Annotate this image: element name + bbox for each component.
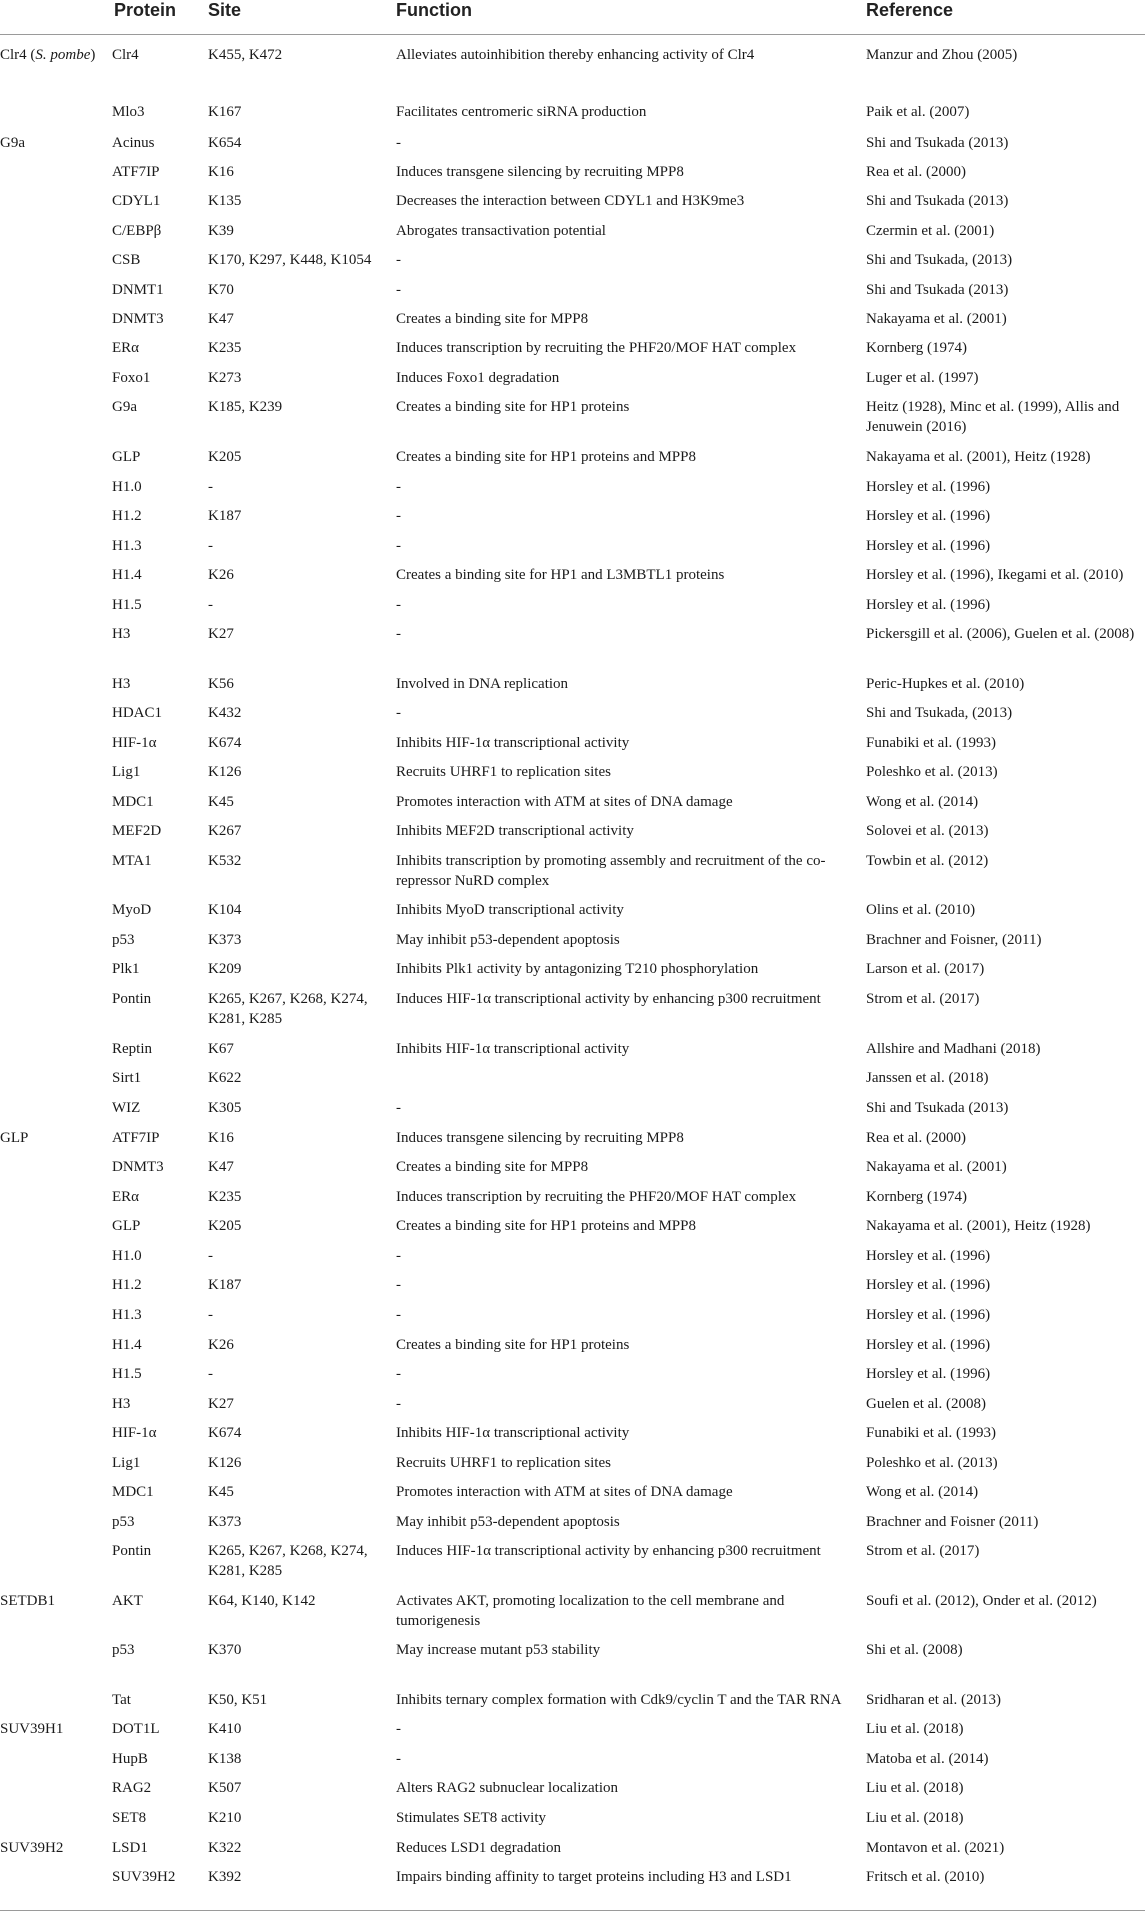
row-function: Induces Foxo1 degradation (396, 370, 560, 386)
row-protein: Pontin (112, 991, 152, 1007)
row-protein: HDAC1 (112, 705, 163, 721)
row-function: - (396, 479, 401, 495)
row-reference: Larson et al. (2017) (866, 961, 985, 977)
header-reference: Reference (866, 0, 954, 20)
row-protein: MEF2D (112, 823, 162, 839)
row-protein: H1.3 (112, 538, 142, 554)
header-site: Site (208, 0, 242, 20)
row-reference: Manzur and Zhou (2005) (866, 47, 1018, 63)
row-reference: Horsley et al. (1996) (866, 1307, 991, 1323)
row-function: Inhibits ternary complex formation with Cdk9/cyclin T and the TAR RNA (396, 1692, 842, 1708)
row-site: K210 (208, 1810, 242, 1826)
row-enzyme: SUV39H1 (0, 1721, 64, 1737)
row-protein: GLP (112, 1218, 141, 1234)
row-function: Abrogates transactivation potential (396, 223, 606, 239)
row-site: K167 (208, 104, 242, 120)
row-reference: Paik et al. (2007) (866, 104, 970, 120)
row-site: K370 (208, 1642, 242, 1658)
row-function: - (396, 135, 401, 151)
row-site: K322 (208, 1840, 242, 1856)
row-reference: Towbin et al. (2012) (866, 853, 989, 869)
row-site: - (208, 479, 213, 495)
row-protein: H1.2 (112, 508, 142, 524)
row-protein: H3 (112, 1396, 131, 1412)
row-function: Stimulates SET8 activity (396, 1810, 546, 1826)
bottom-rule (0, 1910, 1145, 1911)
row-reference: Horsley et al. (1996) (866, 1366, 991, 1382)
row-function: - (396, 1751, 401, 1767)
row-site: K64, K140, K142 (208, 1593, 316, 1609)
row-reference: Rea et al. (2000) (866, 164, 966, 180)
row-site: K674 (208, 1425, 242, 1441)
row-reference: Solovei et al. (2013) (866, 823, 989, 839)
row-function: May inhibit p53-dependent apoptosis (396, 1514, 620, 1530)
row-reference: Kornberg (1974) (866, 1189, 967, 1205)
row-site: K47 (208, 1159, 234, 1175)
row-protein: RAG2 (112, 1780, 152, 1796)
row-protein: MDC1 (112, 1484, 154, 1500)
row-protein: H1.3 (112, 1307, 142, 1323)
row-reference: Sridharan et al. (2013) (866, 1692, 1001, 1708)
row-protein: Reptin (112, 1041, 152, 1057)
row-function: - (396, 1277, 401, 1293)
row-protein: H1.5 (112, 1366, 142, 1382)
row-site: K104 (208, 902, 242, 918)
row-protein: AKT (112, 1593, 143, 1609)
row-protein: H1.5 (112, 597, 142, 613)
row-protein: CSB (112, 252, 141, 268)
row-protein: G9a (112, 399, 137, 415)
row-function: Creates a binding site for HP1 and L3MBTL1 proteins (396, 567, 725, 583)
row-protein: GLP (112, 449, 141, 465)
row-reference: Shi and Tsukada, (2013) (866, 252, 1013, 268)
row-site: K410 (208, 1721, 242, 1737)
row-function: Recruits UHRF1 to replication sites (396, 1455, 611, 1471)
row-site: K267 (208, 823, 242, 839)
row-function: Promotes interaction with ATM at sites of DNA damage (396, 794, 733, 810)
row-protein: ERα (112, 340, 140, 356)
row-function: - (396, 252, 401, 268)
row-function: Creates a binding site for HP1 proteins (396, 1337, 630, 1353)
row-function: Inhibits HIF-1α transcriptional activity (396, 1041, 630, 1057)
row-reference: Luger et al. (1997) (866, 370, 979, 386)
row-reference: Horsley et al. (1996) (866, 479, 991, 495)
row-site: K265, K267, K268, K274, K281, K285 (208, 1543, 368, 1579)
row-function: Activates AKT, promoting localization to the cell membrane and tumorigenesis (396, 1593, 785, 1629)
row-function: Involved in DNA replication (396, 676, 569, 692)
row-function: Induces transcription by recruiting the PHF20/MOF HAT complex (396, 1189, 797, 1205)
row-reference: Guelen et al. (2008) (866, 1396, 986, 1412)
row-function: - (396, 597, 401, 613)
row-function: Facilitates centromeric siRNA production (396, 104, 647, 120)
row-function: Induces transgene silencing by recruiting MPP8 (396, 164, 684, 180)
row-function: - (396, 626, 401, 642)
row-reference: Liu et al. (2018) (866, 1780, 964, 1796)
row-function: Promotes interaction with ATM at sites of DNA damage (396, 1484, 733, 1500)
row-site: K67 (208, 1041, 234, 1057)
row-site: - (208, 1366, 213, 1382)
row-site: K373 (208, 932, 242, 948)
row-site: K126 (208, 1455, 242, 1471)
row-site: - (208, 597, 213, 613)
row-protein: Mlo3 (112, 104, 145, 120)
row-protein: SUV39H2 (112, 1869, 176, 1885)
row-function: May increase mutant p53 stability (396, 1642, 601, 1658)
row-site: K209 (208, 961, 242, 977)
row-site: K373 (208, 1514, 242, 1530)
row-site: K532 (208, 853, 242, 869)
row-site: K170, K297, K448, K1054 (208, 252, 372, 268)
row-protein: DNMT3 (112, 311, 164, 327)
row-protein: Clr4 (112, 47, 139, 63)
row-protein: p53 (112, 1642, 135, 1658)
row-site: K47 (208, 311, 234, 327)
row-function: Creates a binding site for HP1 proteins (396, 399, 630, 415)
row-site: K16 (208, 1130, 234, 1146)
header-protein: Protein (114, 0, 177, 20)
row-protein: H1.0 (112, 479, 142, 495)
row-function: Creates a binding site for MPP8 (396, 1159, 589, 1175)
row-reference: Horsley et al. (1996) (866, 508, 991, 524)
row-protein: Foxo1 (112, 370, 151, 386)
row-reference: Shi and Tsukada (2013) (866, 135, 1009, 151)
row-protein: ATF7IP (112, 164, 160, 180)
table-header (0, 0, 1145, 34)
header-function: Function (396, 0, 472, 20)
row-protein: DNMT3 (112, 1159, 164, 1175)
row-function: - (396, 1396, 401, 1412)
row-site: K235 (208, 340, 242, 356)
header-rule (0, 34, 1145, 35)
row-site: K45 (208, 1484, 234, 1500)
row-protein: H1.2 (112, 1277, 142, 1293)
row-reference: Poleshko et al. (2013) (866, 1455, 998, 1471)
row-protein: H1.4 (112, 567, 142, 583)
row-site: K185, K239 (208, 399, 283, 415)
row-site: K392 (208, 1869, 242, 1885)
row-site: K26 (208, 1337, 234, 1353)
row-function: - (396, 1366, 401, 1382)
row-enzyme: SUV39H2 (0, 1840, 64, 1856)
row-protein: Pontin (112, 1543, 152, 1559)
row-site: K235 (208, 1189, 242, 1205)
row-reference: Funabiki et al. (1993) (866, 1425, 996, 1441)
row-function: - (396, 538, 401, 554)
row-reference: Poleshko et al. (2013) (866, 764, 998, 780)
row-site: K507 (208, 1780, 242, 1796)
row-site: K56 (208, 676, 234, 692)
row-protein: MyoD (112, 902, 152, 918)
row-reference: Peric-Hupkes et al. (2010) (866, 676, 1025, 692)
row-protein: DOT1L (112, 1721, 160, 1737)
row-reference: Liu et al. (2018) (866, 1810, 964, 1826)
row-protein: LSD1 (112, 1840, 148, 1856)
row-enzyme: SETDB1 (0, 1593, 56, 1609)
row-site: K265, K267, K268, K274, K281, K285 (208, 991, 368, 1027)
row-site: K187 (208, 1277, 242, 1293)
row-reference: Horsley et al. (1996) (866, 538, 991, 554)
row-site: K45 (208, 794, 234, 810)
row-enzyme: GLP (0, 1130, 29, 1146)
row-protein: Lig1 (112, 1455, 141, 1471)
row-protein: HIF-1α (112, 1425, 157, 1441)
row-function: Alleviates autoinhibition thereby enhancing activity of Clr4 (396, 47, 755, 63)
row-reference: Heitz (1928), Minc et al. (1999), Allis and Jenuwein (2016) (866, 399, 1120, 435)
row-function: - (396, 1307, 401, 1323)
row-protein: H3 (112, 626, 131, 642)
row-reference: Brachner and Foisner (2011) (866, 1514, 1039, 1530)
row-site: K674 (208, 735, 242, 751)
row-site: K432 (208, 705, 242, 721)
row-site: K305 (208, 1100, 242, 1116)
row-function: Recruits UHRF1 to replication sites (396, 764, 611, 780)
row-protein: HIF-1α (112, 735, 157, 751)
row-protein: p53 (112, 1514, 135, 1530)
row-site: K16 (208, 164, 234, 180)
row-reference: Shi and Tsukada (2013) (866, 1100, 1009, 1116)
row-protein: Acinus (112, 135, 155, 151)
row-function: Inhibits HIF-1α transcriptional activity (396, 735, 630, 751)
row-enzyme: Clr4 (S. pombe) (0, 47, 96, 63)
row-function: Induces HIF-1α transcriptional activity by enhancing p300 recruitment (396, 1543, 821, 1559)
row-function: - (396, 508, 401, 524)
row-reference: Olins et al. (2010) (866, 902, 976, 918)
row-site: - (208, 538, 213, 554)
row-site: K126 (208, 764, 242, 780)
row-function: Reduces LSD1 degradation (396, 1840, 561, 1856)
row-site: K50, K51 (208, 1692, 268, 1708)
row-protein: HupB (112, 1751, 148, 1767)
row-site: K27 (208, 1396, 234, 1412)
row-site: - (208, 1307, 213, 1323)
row-reference: Montavon et al. (2021) (866, 1840, 1005, 1856)
row-function: Induces HIF-1α transcriptional activity by enhancing p300 recruitment (396, 991, 821, 1007)
row-function: Induces transgene silencing by recruiting MPP8 (396, 1130, 684, 1146)
row-function: - (396, 1100, 401, 1116)
row-protein: DNMT1 (112, 282, 164, 298)
row-site: K205 (208, 1218, 242, 1234)
row-site: K622 (208, 1070, 242, 1086)
row-reference: Rea et al. (2000) (866, 1130, 966, 1146)
row-site: K273 (208, 370, 242, 386)
row-reference: Pickersgill et al. (2006), Guelen et al. (2008) (866, 626, 1135, 642)
row-reference: Fritsch et al. (2010) (866, 1869, 985, 1885)
row-function: - (396, 1248, 401, 1264)
row-site: K455, K472 (208, 47, 283, 63)
row-reference: Funabiki et al. (1993) (866, 735, 996, 751)
row-reference: Czermin et al. (2001) (866, 223, 995, 239)
row-reference: Kornberg (1974) (866, 340, 967, 356)
row-reference: Brachner and Foisner, (2011) (866, 932, 1042, 948)
row-site: - (208, 1248, 213, 1264)
row-reference: Horsley et al. (1996) (866, 1277, 991, 1293)
row-function: Induces transcription by recruiting the PHF20/MOF HAT complex (396, 340, 797, 356)
row-protein: H3 (112, 676, 131, 692)
row-function: Decreases the interaction between CDYL1 and H3K9me3 (396, 193, 745, 209)
row-function: - (396, 282, 401, 298)
row-reference: Shi et al. (2008) (866, 1642, 963, 1658)
row-reference: Shi and Tsukada, (2013) (866, 705, 1013, 721)
row-function: Creates a binding site for HP1 proteins and MPP8 (396, 449, 696, 465)
row-site: K26 (208, 567, 234, 583)
row-site: K187 (208, 508, 242, 524)
row-function: - (396, 705, 401, 721)
row-reference: Nakayama et al. (2001) (866, 311, 1007, 327)
row-site: K135 (208, 193, 242, 209)
row-function: Inhibits Plk1 activity by antagonizing T210 phosphorylation (396, 961, 759, 977)
row-reference: Shi and Tsukada (2013) (866, 282, 1009, 298)
row-protein: Lig1 (112, 764, 141, 780)
row-function: Inhibits MyoD transcriptional activity (396, 902, 624, 918)
row-reference: Nakayama et al. (2001), Heitz (1928) (866, 449, 1091, 465)
row-reference: Wong et al. (2014) (866, 794, 979, 810)
row-protein: MDC1 (112, 794, 154, 810)
row-protein: ERα (112, 1189, 140, 1205)
row-reference: Horsley et al. (1996), Ikegami et al. (2010) (866, 567, 1124, 583)
row-reference: Strom et al. (2017) (866, 1543, 980, 1559)
row-site: K39 (208, 223, 234, 239)
row-function: Inhibits transcription by promoting assembly and recruitment of the co-repressor NuRD complex (396, 853, 826, 889)
row-protein: C/EBPβ (112, 223, 162, 239)
row-reference: Strom et al. (2017) (866, 991, 980, 1007)
row-reference: Nakayama et al. (2001), Heitz (1928) (866, 1218, 1091, 1234)
row-reference: Soufi et al. (2012), Onder et al. (2012) (866, 1593, 1097, 1609)
row-function: Inhibits HIF-1α transcriptional activity (396, 1425, 630, 1441)
row-site: K205 (208, 449, 242, 465)
row-reference: Wong et al. (2014) (866, 1484, 979, 1500)
row-reference: Janssen et al. (2018) (866, 1070, 989, 1086)
row-protein: H1.4 (112, 1337, 142, 1353)
row-protein: CDYL1 (112, 193, 161, 209)
row-reference: Horsley et al. (1996) (866, 597, 991, 613)
row-protein: Sirt1 (112, 1070, 142, 1086)
row-protein: Plk1 (112, 961, 140, 977)
row-function: Creates a binding site for HP1 proteins and MPP8 (396, 1218, 696, 1234)
row-protein: H1.0 (112, 1248, 142, 1264)
row-function: May inhibit p53-dependent apoptosis (396, 932, 620, 948)
row-function: Creates a binding site for MPP8 (396, 311, 589, 327)
row-protein: WIZ (112, 1100, 141, 1116)
row-protein: Tat (112, 1692, 131, 1708)
row-protein: ATF7IP (112, 1130, 160, 1146)
row-site: K654 (208, 135, 242, 151)
row-site: K70 (208, 282, 234, 298)
row-site: K27 (208, 626, 234, 642)
row-reference: Allshire and Madhani (2018) (866, 1041, 1041, 1057)
row-function: - (396, 1721, 401, 1737)
row-reference: Horsley et al. (1996) (866, 1248, 991, 1264)
row-function: Inhibits MEF2D transcriptional activity (396, 823, 634, 839)
row-reference: Horsley et al. (1996) (866, 1337, 991, 1353)
row-protein: p53 (112, 932, 135, 948)
row-reference: Liu et al. (2018) (866, 1721, 964, 1737)
row-protein: SET8 (112, 1810, 147, 1826)
row-site: K138 (208, 1751, 242, 1767)
row-reference: Nakayama et al. (2001) (866, 1159, 1007, 1175)
row-function: Impairs binding affinity to target proteins including H3 and LSD1 (396, 1869, 792, 1885)
row-enzyme: G9a (0, 135, 25, 151)
row-reference: Matoba et al. (2014) (866, 1751, 989, 1767)
row-reference: Shi and Tsukada (2013) (866, 193, 1009, 209)
row-function: Alters RAG2 subnuclear localization (396, 1780, 619, 1796)
row-protein: MTA1 (112, 853, 152, 869)
